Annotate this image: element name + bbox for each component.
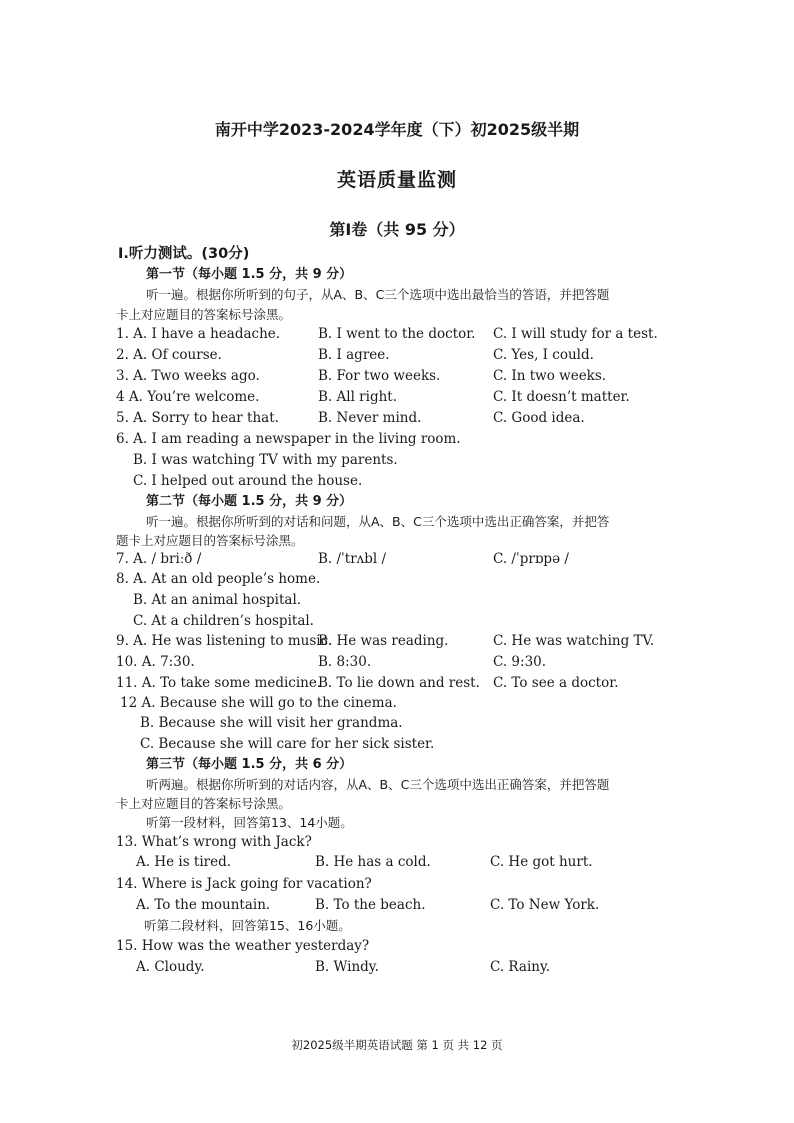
q10-option-c: C. 9:30. <box>493 654 547 670</box>
exam-header-line1: 南开中学2023-2024学年度（下）初2025级半期 <box>214 120 580 139</box>
q10-option-a: 10. A. 7:30. <box>116 654 195 670</box>
section2-instruction-line2: 题卡上对应题目的答案标号涂黑。 <box>116 533 304 548</box>
q7-option-c: C. /ˈprɒpə / <box>493 551 569 567</box>
q6-option-b: B. I was watching TV with my parents. <box>133 452 398 468</box>
q8-option-c: C. At a children’s hospital. <box>133 613 314 629</box>
q14-option-b: B. To the beach. <box>315 897 426 913</box>
q7-option-b: B. /ˈtrʌbl / <box>318 551 387 567</box>
q15-option-a: A. Cloudy. <box>136 959 205 975</box>
section3-material1-note: 听第一段材料，回答第13、14小题。 <box>146 815 353 830</box>
q7-option-a: 7. A. / briːð / <box>116 551 202 567</box>
q8-option-b: B. At an animal hospital. <box>133 592 302 608</box>
section3-title: 第三节（每小题 1.5 分，共 6 分） <box>146 757 353 772</box>
q13-option-c: C. He got hurt. <box>490 854 593 870</box>
q4-option-a: 4 A. You’re welcome. <box>116 389 260 405</box>
q5-option-c: C. Good idea. <box>493 410 585 426</box>
section1-title: 第一节（每小题 1.5 分，共 9 分） <box>146 267 353 282</box>
section3-instruction-line1: 听两遍。根据你所听到的对话内容，从A、B、C三个选项中选出正确答案，并把答题 <box>146 777 610 792</box>
q14-option-a: A. To the mountain. <box>136 897 271 913</box>
exam-title: 英语质量监测 <box>336 169 457 191</box>
section2-title: 第二节（每小题 1.5 分，共 9 分） <box>146 494 353 509</box>
q14-option-c: C. To New York. <box>490 897 600 913</box>
section3-material2-note: 听第二段材料，回答第15、16小题。 <box>144 918 351 933</box>
section3-instruction-line2: 卡上对应题目的答案标号涂黑。 <box>116 796 292 811</box>
q14-stem: 14. Where is Jack going for vacation? <box>116 876 372 892</box>
q2-option-c: C. Yes, I could. <box>493 347 594 363</box>
part-title: Ⅰ.听力测试。(30分) <box>118 246 250 262</box>
q1-option-c: C. I will study for a test. <box>493 326 658 342</box>
q15-option-b: B. Windy. <box>315 959 379 975</box>
q12-option-a: 12 A. Because she will go to the cinema. <box>120 695 397 711</box>
q2-option-a: 2. A. Of course. <box>116 347 222 363</box>
volume-title: 第Ⅰ卷（共 95 分） <box>329 220 465 239</box>
q9-option-a: 9. A. He was listening to music. <box>116 633 333 649</box>
q6-option-c: C. I helped out around the house. <box>133 473 363 489</box>
q10-option-b: B. 8:30. <box>318 654 372 670</box>
q1-option-a: 1. A. I have a headache. <box>116 326 281 342</box>
q12-option-b: B. Because she will visit her grandma. <box>140 715 403 731</box>
q11-option-b: B. To lie down and rest. <box>318 675 480 691</box>
q3-option-c: C. In two weeks. <box>493 368 607 384</box>
q3-option-a: 3. A. Two weeks ago. <box>116 368 260 384</box>
q12-option-c: C. Because she will care for her sick sister. <box>140 736 435 752</box>
q8-option-a: 8. A. At an old people’s home. <box>116 571 321 587</box>
q9-option-c: C. He was watching TV. <box>493 633 655 649</box>
q9-option-b: B. He was reading. <box>318 633 449 649</box>
q3-option-b: B. For two weeks. <box>318 368 441 384</box>
section1-instruction-line1: 听一遍。根据你所听到的句子，从A、B、C三个选项中选出最恰当的答语，并把答题 <box>146 287 610 302</box>
q1-option-b: B. I went to the doctor. <box>318 326 476 342</box>
q13-stem: 13. What’s wrong with Jack? <box>116 834 312 850</box>
q13-option-b: B. He has a cold. <box>315 854 431 870</box>
q4-option-c: C. It doesn’t matter. <box>493 389 630 405</box>
q2-option-b: B. I agree. <box>318 347 390 363</box>
q11-option-a: 11. A. To take some medicine. <box>116 675 322 691</box>
q6-option-a: 6. A. I am reading a newspaper in the living room. <box>116 431 461 447</box>
section1-instruction-line2: 卡上对应题目的答案标号涂黑。 <box>116 307 292 322</box>
q4-option-b: B. All right. <box>318 389 398 405</box>
q15-stem: 15. How was the weather yesterday? <box>116 938 370 954</box>
q11-option-c: C. To see a doctor. <box>493 675 619 691</box>
q5-option-a: 5. A. Sorry to hear that. <box>116 410 279 426</box>
section2-instruction-line1: 听一遍。根据你所听到的对话和问题，从A、B、C三个选项中选出正确答案，并把答 <box>146 514 610 529</box>
page-footer: 初2025级半期英语试题 第 1 页 共 12 页 <box>291 1038 503 1052</box>
q5-option-b: B. Never mind. <box>318 410 422 426</box>
q15-option-c: C. Rainy. <box>490 959 551 975</box>
q13-option-a: A. He is tired. <box>136 854 232 870</box>
